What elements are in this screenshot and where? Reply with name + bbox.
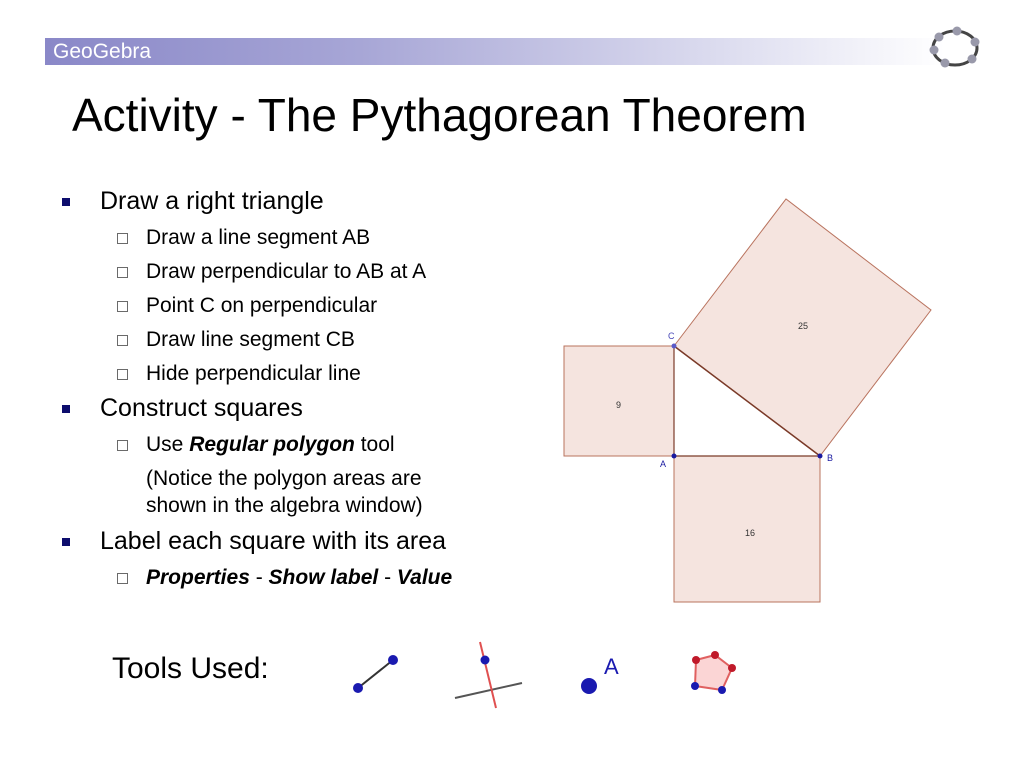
slide-title: Activity - The Pythagorean Theorem xyxy=(72,89,807,141)
sub-bullet-segment-cb: Draw line segment CB xyxy=(146,328,355,351)
tools-used-label: Tools Used: xyxy=(112,652,269,685)
sub-bullet-point-c: Point C on perpendicular xyxy=(146,294,378,317)
point-tool-label: A xyxy=(604,654,619,679)
sub-bullet-marker xyxy=(117,440,128,451)
point-a xyxy=(672,454,677,459)
menu-sep: - xyxy=(378,566,397,589)
menu-properties: Properties xyxy=(146,566,250,589)
header-bar xyxy=(45,38,945,65)
bullet-draw-right-triangle: Draw a right triangle xyxy=(100,187,324,215)
bullet-marker xyxy=(62,405,70,413)
point-b xyxy=(818,454,823,459)
bullet-marker xyxy=(62,538,70,546)
perpendicular-line-tool-icon xyxy=(450,638,530,710)
bullet-label-squares: Label each square with its area xyxy=(100,527,447,555)
bullet-marker xyxy=(62,198,70,206)
segment-tool-icon xyxy=(345,645,410,700)
sub-bullet-perpendicular: Draw perpendicular to AB at A xyxy=(146,260,427,283)
sub-bullet-regular-polygon xyxy=(146,433,395,457)
point-label-a: A xyxy=(660,459,667,469)
area-label-left: 9 xyxy=(616,400,622,410)
header-label: GeoGebra xyxy=(53,40,152,63)
area-label-big: 25 xyxy=(798,321,809,331)
regular-polygon-tool-icon xyxy=(682,648,754,700)
sub-bullet-marker xyxy=(117,573,128,584)
sub-bullet-hide-line: Hide perpendicular line xyxy=(146,362,361,385)
tool-suffix: tool xyxy=(354,433,395,456)
sub-bullet-marker xyxy=(117,335,128,346)
new-point-tool-icon xyxy=(572,648,632,700)
sub-bullet-marker xyxy=(117,233,128,244)
note-line-2: shown in the algebra window) xyxy=(146,494,423,517)
bullet-construct-squares: Construct squares xyxy=(100,394,303,422)
sub-bullet-marker xyxy=(117,369,128,380)
point-label-c: C xyxy=(668,331,675,341)
geogebra-logo-icon xyxy=(926,24,984,72)
pythagorean-figure xyxy=(556,190,946,610)
menu-value: Value xyxy=(396,566,453,589)
point-label-b: B xyxy=(827,453,834,463)
point-c xyxy=(672,344,677,349)
sub-bullet-marker xyxy=(117,267,128,278)
menu-sep: - xyxy=(249,566,269,589)
sub-bullet-properties xyxy=(146,566,452,590)
menu-show-label: Show label xyxy=(268,566,379,589)
area-label-bottom: 16 xyxy=(745,528,756,538)
use-prefix: Use xyxy=(146,433,190,456)
regular-polygon-emph: Regular polygon xyxy=(189,433,355,456)
sub-bullet-marker xyxy=(117,301,128,312)
note-line-1: (Notice the polygon areas are xyxy=(146,467,422,490)
sub-bullet-segment-ab: Draw a line segment AB xyxy=(146,226,371,249)
